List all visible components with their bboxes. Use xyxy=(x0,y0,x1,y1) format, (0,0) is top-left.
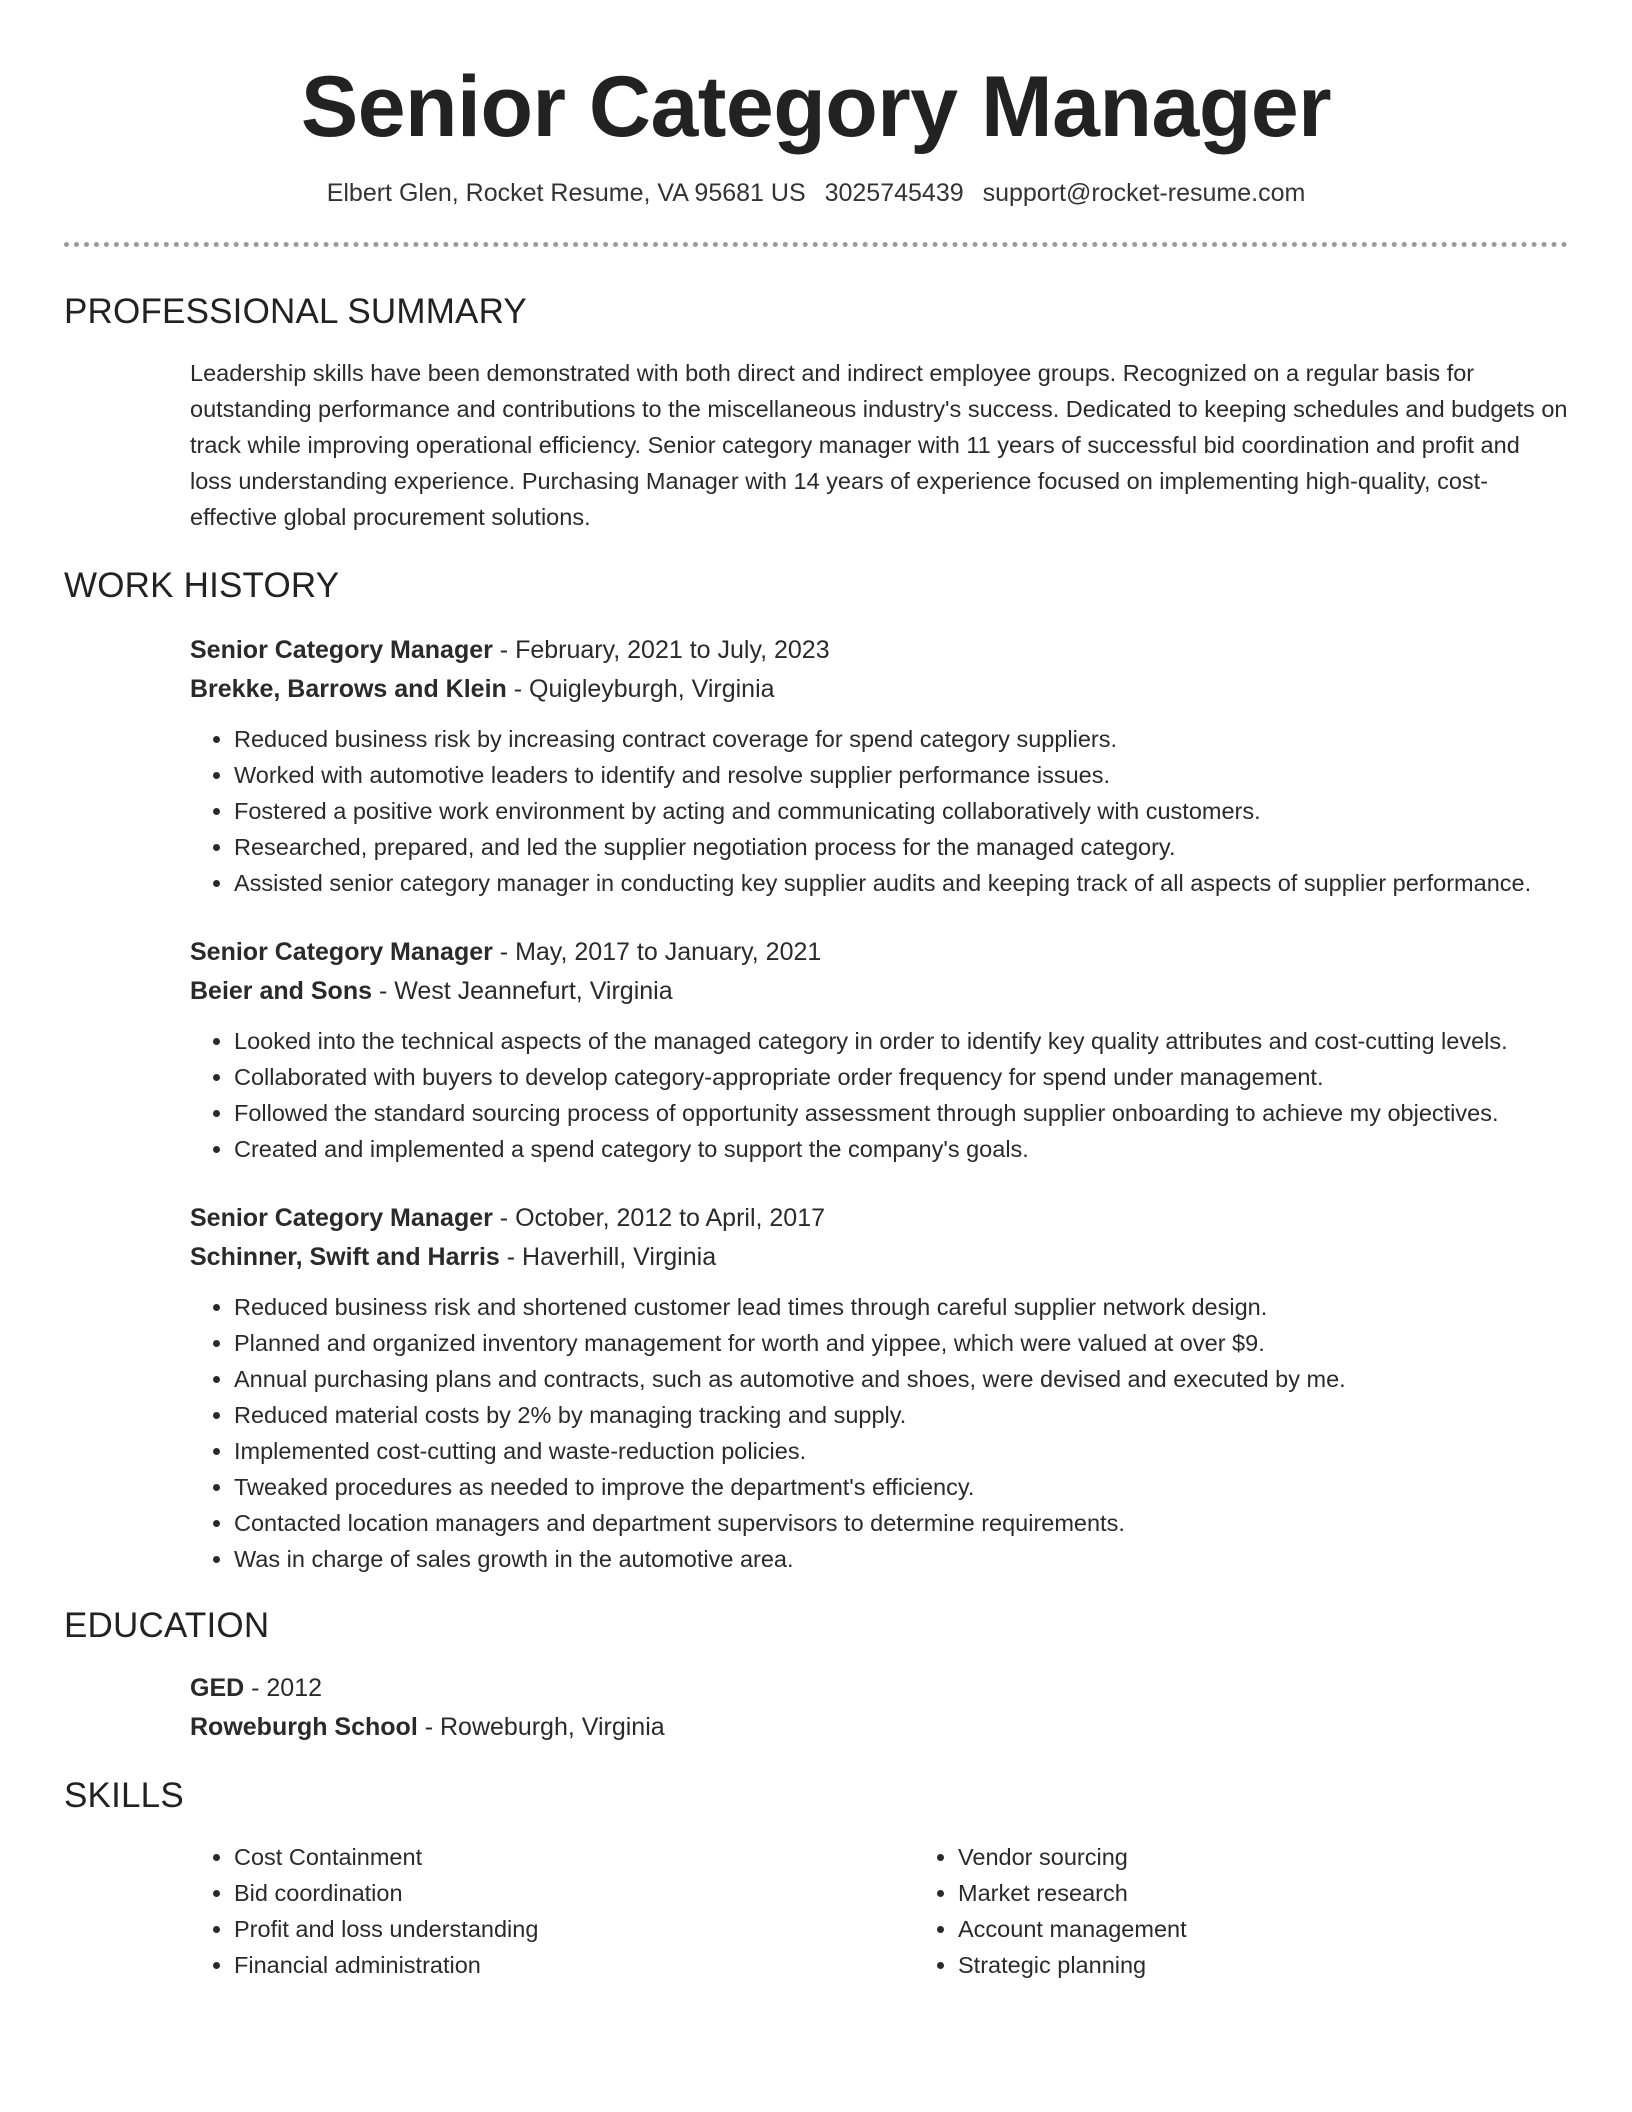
section-title-summary: PROFESSIONAL SUMMARY xyxy=(64,291,527,331)
job-location: - Quigleyburgh, Virginia xyxy=(506,674,775,703)
contact-address: Elbert Glen, Rocket Resume, VA 95681 US xyxy=(326,178,806,207)
job-bullet: • Followed the standard sourcing process of opportunity assessment through supplier onboarding to achieve my objectives. xyxy=(234,1095,1568,1131)
resume-name: Senior Category Manager xyxy=(300,59,1332,155)
job-title-line xyxy=(190,933,1568,972)
job-company-line xyxy=(190,972,1568,1011)
education-degree: GED xyxy=(190,1673,245,1702)
job-dates: - February, 2021 to July, 2023 xyxy=(492,635,830,664)
job-bullet: • Reduced material costs by 2% by managing tracking and supply. xyxy=(234,1397,1568,1433)
skill-item: • Profit and loss understanding xyxy=(234,1911,914,1947)
job-bullet: • Reduced business risk and shortened customer lead times through careful supplier network design. xyxy=(234,1289,1568,1325)
education-location: - Roweburgh, Virginia xyxy=(417,1712,665,1741)
section-title-work: WORK HISTORY xyxy=(64,565,340,605)
job-company: Beier and Sons xyxy=(190,976,372,1005)
skill-item: • Financial administration xyxy=(234,1947,914,1983)
job-bullet: • Worked with automotive leaders to identify and resolve supplier performance issues. xyxy=(234,757,1568,793)
resume-header xyxy=(0,0,1632,208)
skill-item: • Vendor sourcing xyxy=(958,1839,1558,1875)
job-bullets xyxy=(190,1289,1568,1577)
skill-item: • Cost Containment xyxy=(234,1839,914,1875)
job-bullet: • Fostered a positive work environment by acting and communicating collaboratively with customers. xyxy=(234,793,1568,829)
summary-text: Leadership skills have been demonstrated with both direct and indirect employee groups. Recognized on a regular basis for outstanding performance and contributions to the miscellaneous industry's success. Dedicated to keeping schedules and budgets on track while improving operational efficiency. Senior category manager with 11 years of successful bid coordination and profit and loss understanding experience. Purchasing Manager with 14 years of experience focused on implementing high-quality, cost-effective global procurement solutions. xyxy=(190,359,1568,530)
job-dates: - October, 2012 to April, 2017 xyxy=(492,1203,826,1232)
education-school-line xyxy=(190,1708,1568,1747)
job-bullet: • Implemented cost-cutting and waste-reduction policies. xyxy=(234,1433,1568,1469)
job-bullet: • Researched, prepared, and led the supplier negotiation process for the managed category. xyxy=(234,829,1568,865)
education-school: Roweburgh School xyxy=(190,1712,418,1741)
skills-section xyxy=(64,1775,1568,1983)
skills-list-right xyxy=(914,1839,1558,1983)
section-title-skills: SKILLS xyxy=(64,1775,184,1815)
job-role: Senior Category Manager xyxy=(190,635,493,664)
job-bullet: • Planned and organized inventory management for worth and yippee, which were valued at over $9. xyxy=(234,1325,1568,1361)
education-body xyxy=(190,1669,1568,1747)
skill-item: • Strategic planning xyxy=(958,1947,1558,1983)
job-role: Senior Category Manager xyxy=(190,937,493,966)
header-divider xyxy=(64,242,1568,247)
contact-email: support@rocket-resume.com xyxy=(982,178,1306,207)
job-bullet: • Looked into the technical aspects of the managed category in order to identify key quality attributes and cost-cutting levels. xyxy=(234,1023,1568,1059)
education-section xyxy=(64,1605,1568,1747)
contact-line xyxy=(0,179,1632,208)
job-company: Schinner, Swift and Harris xyxy=(190,1242,500,1271)
job-bullet: • Contacted location managers and department supervisors to determine requirements. xyxy=(234,1505,1568,1541)
job-bullet: • Collaborated with buyers to develop category-appropriate order frequency for spend under management. xyxy=(234,1059,1568,1095)
job-title-line xyxy=(190,1199,1568,1238)
summary-body xyxy=(190,355,1568,535)
job-role: Senior Category Manager xyxy=(190,1203,493,1232)
job-bullets xyxy=(190,721,1568,901)
education-degree-line xyxy=(190,1669,1568,1708)
job-location: - West Jeannefurt, Virginia xyxy=(372,976,673,1005)
job-location: - Haverhill, Virginia xyxy=(499,1242,717,1271)
job-entry xyxy=(190,631,1568,901)
job-company-line xyxy=(190,1238,1568,1277)
skill-item: • Account management xyxy=(958,1911,1558,1947)
job-bullet: • Assisted senior category manager in conducting key supplier audits and keeping track of all aspects of supplier performance. xyxy=(234,865,1568,901)
contact-phone: 3025745439 xyxy=(824,178,964,207)
education-year: - 2012 xyxy=(244,1673,323,1702)
job-company-line xyxy=(190,670,1568,709)
job-bullet: • Created and implemented a spend category to support the company's goals. xyxy=(234,1131,1568,1167)
skill-item: • Bid coordination xyxy=(234,1875,914,1911)
work-body xyxy=(190,631,1568,1577)
job-bullet: • Reduced business risk by increasing contract coverage for spend category suppliers. xyxy=(234,721,1568,757)
skills-list-left xyxy=(190,1839,914,1983)
job-entry xyxy=(190,933,1568,1167)
job-bullet: • Annual purchasing plans and contracts, such as automotive and shoes, were devised and executed by me. xyxy=(234,1361,1568,1397)
job-bullet: • Was in charge of sales growth in the automotive area. xyxy=(234,1541,1568,1577)
job-title-line xyxy=(190,631,1568,670)
job-bullet: • Tweaked procedures as needed to improve the department's efficiency. xyxy=(234,1469,1568,1505)
skills-body xyxy=(190,1831,1568,1983)
job-bullets xyxy=(190,1023,1568,1167)
work-section xyxy=(64,565,1568,1577)
job-company: Brekke, Barrows and Klein xyxy=(190,674,507,703)
section-title-education: EDUCATION xyxy=(64,1605,270,1645)
job-dates: - May, 2017 to January, 2021 xyxy=(492,937,822,966)
job-entry xyxy=(190,1199,1568,1577)
summary-section xyxy=(64,291,1568,535)
skill-item: • Market research xyxy=(958,1875,1558,1911)
